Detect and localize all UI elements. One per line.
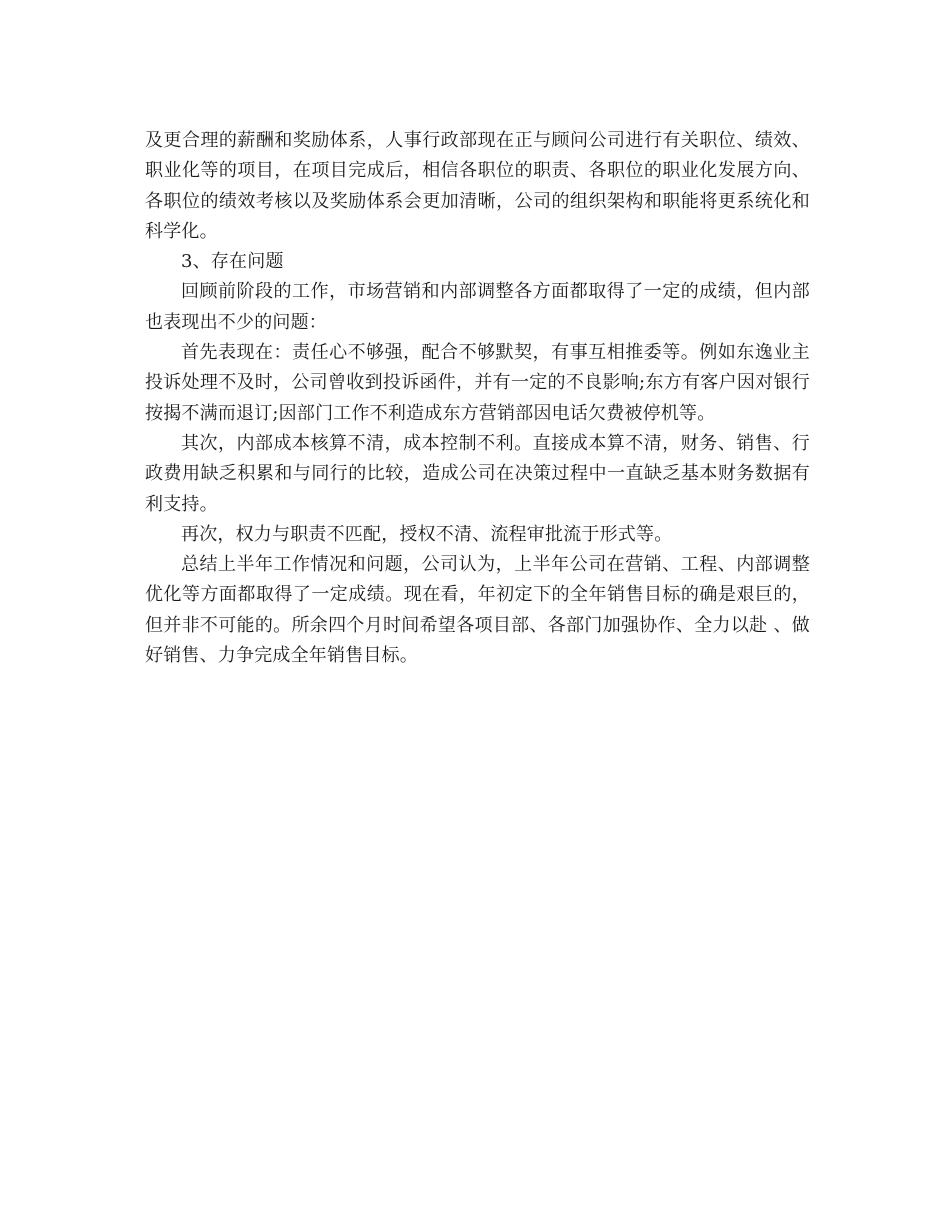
section-heading-problems: 3、存在问题 xyxy=(181,251,284,273)
paragraph-first-issue: 首先表现在：责任心不够强，配合不够默契，有事互相推委等。例如东逸业主投诉处理不及时，公司曾收到投诉函件，并有一定的不良影响;东方有客户因对银行按揭不满而退订;因部门工作不利造成东方营销部因电话欠费被停机等。 xyxy=(145,342,810,424)
document-body xyxy=(145,126,810,671)
paragraph-review: 回顾前阶段的工作，市场营销和内部调整各方面都取得了一定的成绩，但内部也表现出不少的问题： xyxy=(145,281,810,333)
paragraph-summary: 总结上半年工作情况和问题，公司认为，上半年公司在营销、工程、内部调整优化等方面都取得了一定成绩。现在看，年初定下的全年销售目标的确是艰巨的，但并非不可能的。所余四个月时间希望各项目部、各部门加强协作、全力以赴 、做好销售、力争完成全年销售目标。 xyxy=(145,554,810,667)
paragraph-third-issue: 再次，权力与职责不匹配，授权不清、流程审批流于形式等。 xyxy=(181,523,673,545)
paragraph-continuation: 及更合理的薪酬和奖励体系，人事行政部现在正与顾问公司进行有关职位、绩效、职业化等的项目，在项目完成后，相信各职位的职责、各职位的职业化发展方向、各职位的绩效考核以及奖励体系会更加清晰，公司的组织架构和职能将更系统化和科学化。 xyxy=(145,130,810,242)
paragraph-second-issue: 其次，内部成本核算不清，成本控制不利。直接成本算不清，财务、销售、行政费用缺乏积累和与同行的比较，造成公司在决策过程中一直缺乏基本财务数据有利支持。 xyxy=(145,432,810,515)
